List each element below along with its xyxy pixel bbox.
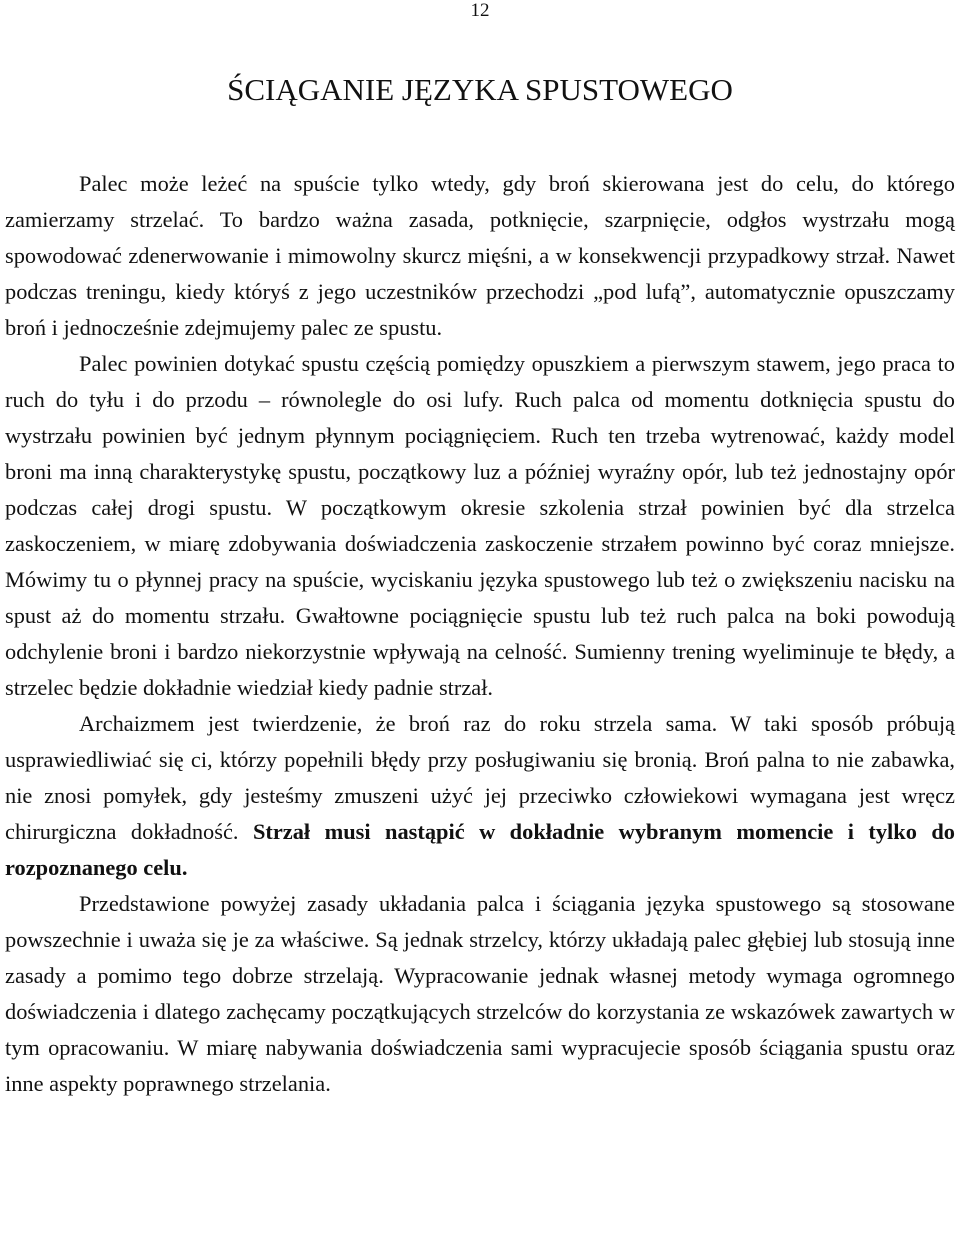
paragraph-1: Palec może leżeć na spuście tylko wtedy, gdy broń skierowana jest do celu, do którego zamierzamy strzelać. To bardzo ważna zasada, potknięcie, szarpnięcie, odgłos wystrzału mogą spowodować zdenerwowanie i mimowolny skurcz mięśni, a w konsekwencji przypadkowy strzał. Nawet podczas treningu, kiedy któryś z jego uczestników przechodzi „pod lufą”, automatycznie opuszczamy broń i jednocześnie zdejmujemy palec ze spustu. [5, 171, 955, 340]
document-body [5, 166, 955, 1102]
paragraph-3-text: Archaizmem jest twierdzenie, że broń raz do roku strzela sama. W taki sposób próbują usprawiedliwiać się ci, którzy popełnili błędy przy posługiwaniu się bronią. Broń palna to nie zabawka, nie znosi pomyłek, gdy jesteśmy zmuszeni użyć jej przeciwko człowiekowi wymagana jest wręcz chirurgiczna dokładność. [5, 711, 955, 844]
paragraph-4: Przedstawione powyżej zasady układania palca i ściągania języka spustowego są stosowane powszechnie i uważa się je za właściwe. Są jednak strzelcy, którzy układają palec głębiej lub stosują inne zasady a pomimo tego dobrze strzelają. Wypracowanie jednak własnej metody wymaga ogromnego doświadczenia i dlatego zachęcamy początkujących strzelców do korzystania ze wskazówek zawartych w tym opracowaniu. W miarę nabywania doświadczenia sami wypracujecie sposób ściągania spustu oraz inne aspekty poprawnego strzelania. [5, 891, 955, 1096]
paragraph-3 [5, 706, 955, 886]
page-title: ŚCIĄGANIE JĘZYKA SPUSTOWEGO [227, 72, 733, 107]
paragraph-2: Palec powinien dotykać spustu częścią pomiędzy opuszkiem a pierwszym stawem, jego praca to ruch do tyłu i do przodu – równolegle do osi lufy. Ruch palca od momentu dotknięcia spustu do wystrzału powinien być jednym płynnym pociągnięciem. Ruch ten trzeba wytrenować, każdy model broni ma inną charakterystykę spustu, początkowy luz a później wyraźny opór, lub też jednostajny opór podczas całej drogi spustu. W początkowym okresie szkolenia strzał powinien być dla strzelca zaskoczeniem, w miarę zdobywania doświadczenia zaskoczenie strzałem powinno być coraz mniejsze. Mówimy tu o płynnej pracy na spuście, wyciskaniu języka spustowego lub też o zwiększeniu nacisku na spust aż do momentu strzału. Gwałtowne pociągnięcie spustu lub też ruch palca na boki powodują odchylenie broni i bardzo niekorzystnie wpływają na celność. Sumienny trening wyeliminuje te błędy, a strzelec będzie dokładnie wiedział kiedy padnie strzał. [5, 351, 955, 700]
page-number: 12 [470, 0, 490, 21]
paragraph-3-bold-text: Strzał musi nastąpić w dokładnie wybranym momencie i tylko do rozpoznanego celu. [5, 819, 955, 880]
